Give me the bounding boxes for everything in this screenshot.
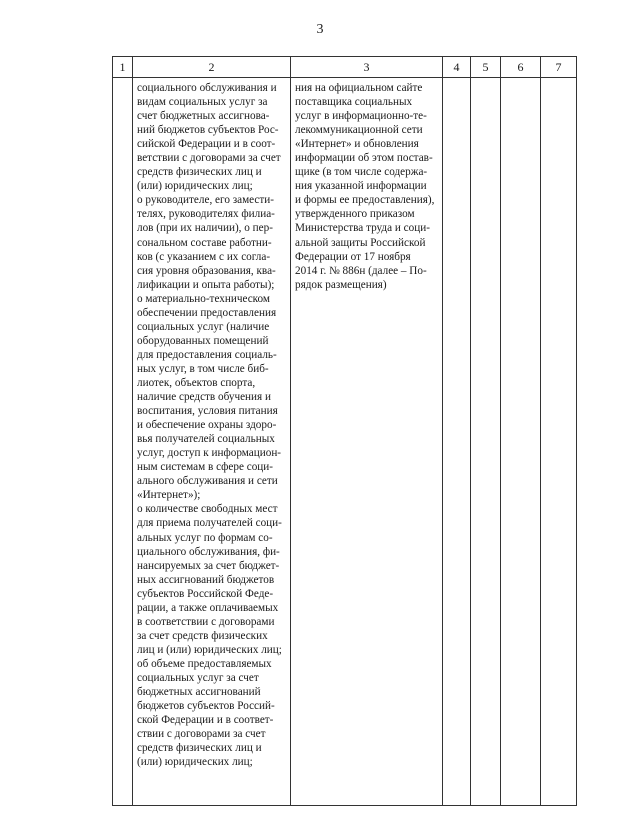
- text-line: в соответствии с договорами: [137, 615, 275, 628]
- cell-column-5: [471, 78, 501, 806]
- column-header-1: 1: [113, 57, 133, 78]
- text-line: ствии с договорами за счет: [137, 728, 266, 741]
- table-header-row: [113, 57, 577, 78]
- text-line: «Интернет» и обновления: [295, 138, 419, 151]
- text-line: (или) юридических лиц;: [137, 180, 253, 193]
- text-line: бюджетных ассигнований: [137, 686, 261, 699]
- text-line: ных услуг, в том числе биб-: [137, 362, 269, 375]
- text-line: лификации и опыта работы);: [137, 278, 275, 291]
- text-line: социальных услуг (наличие: [137, 320, 270, 333]
- column-3-text: [291, 78, 442, 292]
- text-line: рядок размещения): [295, 278, 387, 291]
- page-number: 3: [316, 22, 324, 37]
- text-line: и обеспечение охраны здоро-: [137, 419, 277, 432]
- column-header-2: 2: [133, 57, 291, 78]
- text-line: об объеме предоставляемых: [137, 657, 272, 670]
- column-header-6: 6: [501, 57, 541, 78]
- text-line: рации, а также оплачиваемых: [137, 601, 279, 614]
- text-line: ветствии с договорами за счет: [137, 152, 281, 165]
- text-line: информации об этом постав-: [295, 152, 433, 165]
- text-line: оборудованных помещений: [137, 334, 269, 347]
- text-line: воспитания, условия питания: [137, 405, 278, 418]
- text-line: ния указанной информации: [295, 180, 427, 193]
- text-line: лекоммуникационной сети: [295, 124, 423, 137]
- text-line: утвержденного приказом: [295, 208, 415, 221]
- text-line: циального обслуживания, фи-: [137, 545, 280, 558]
- text-line: Министерства труда и соци-: [295, 222, 430, 235]
- text-line: ния на официальном сайте: [295, 82, 423, 94]
- cell-column-3: [291, 78, 443, 806]
- text-line: сийской Федерации и в соот-: [137, 138, 276, 151]
- text-line: о материально-техническом: [137, 292, 270, 305]
- text-line: ний бюджетов субъектов Рос-: [137, 124, 279, 137]
- text-line: поставщика социальных: [295, 96, 413, 109]
- table-row: [113, 78, 577, 806]
- text-line: (или) юридических лиц;: [137, 756, 253, 769]
- text-line: 2014 г. № 886н (далее – По-: [295, 264, 427, 277]
- text-line: бюджетов субъектов Россий-: [137, 700, 275, 713]
- column-header-3: 3: [291, 57, 443, 78]
- cell-column-6: [501, 78, 541, 806]
- cell-column-1: [113, 78, 133, 806]
- column-header-5: 5: [471, 57, 501, 78]
- text-line: социальных услуг за счет: [137, 671, 259, 684]
- cell-column-4: [443, 78, 471, 806]
- text-line: вья получателей социальных: [137, 433, 275, 446]
- text-line: для приема получателей соци-: [137, 517, 282, 530]
- text-line: обеспечении предоставления: [137, 306, 277, 319]
- text-line: видам социальных услуг за: [137, 96, 268, 109]
- text-line: услуг в информационно-те-: [295, 110, 427, 123]
- text-line: для предоставления социаль-: [137, 348, 277, 361]
- text-line: альной защиты Российской: [295, 236, 426, 249]
- text-line: ального обслуживания и сети: [137, 475, 278, 488]
- text-line: счет бюджетных ассигнова-: [137, 110, 270, 123]
- text-line: средств физических лиц и: [137, 166, 262, 179]
- text-line: ных ассигнований бюджетов: [137, 573, 275, 586]
- text-line: щике (в том числе содержа-: [295, 166, 428, 179]
- text-line: альных услуг по формам со-: [137, 531, 273, 544]
- cell-column-2: [133, 78, 291, 806]
- text-line: «Интернет»);: [137, 489, 201, 502]
- text-line: средств физических лиц и: [137, 742, 262, 755]
- document-table: [112, 56, 577, 806]
- column-header-7: 7: [541, 57, 577, 78]
- text-line: сональном составе работни-: [137, 236, 272, 249]
- cell-column-7: [541, 78, 577, 806]
- column-header-4: 4: [443, 57, 471, 78]
- text-line: услуг, доступ к информацион-: [137, 447, 282, 460]
- column-2-text: [133, 78, 290, 769]
- text-line: и формы ее предоставления),: [295, 194, 435, 207]
- text-line: Федерации от 17 ноября: [295, 250, 411, 263]
- text-line: телях, руководителях филиа-: [137, 208, 275, 221]
- text-line: наличие средств обучения и: [137, 391, 271, 404]
- text-line: о количестве свободных мест: [137, 503, 278, 516]
- text-line: ков (с указанием с их согла-: [137, 250, 271, 263]
- text-line: лов (при их наличии), о пер-: [137, 222, 273, 235]
- text-line: ным системам в сфере соци-: [137, 461, 274, 474]
- text-line: нансируемых за счет бюджет-: [137, 559, 280, 572]
- text-line: о руководителе, его замести-: [137, 194, 274, 207]
- text-line: сия уровня образования, ква-: [137, 264, 276, 277]
- text-line: за счет средств физических: [137, 629, 268, 642]
- text-line: субъектов Российской Феде-: [137, 587, 274, 600]
- text-line: лиц и (или) юридических лиц;: [137, 643, 282, 656]
- text-line: лиотек, объектов спорта,: [137, 376, 256, 389]
- text-line: социального обслуживания и: [137, 82, 277, 94]
- text-line: ской Федерации и в соответ-: [137, 714, 274, 727]
